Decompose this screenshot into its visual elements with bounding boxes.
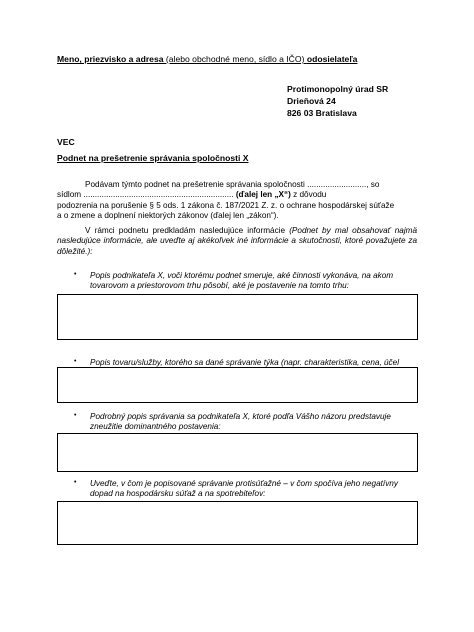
answer-box-2[interactable] (57, 367, 418, 403)
sender-header (57, 54, 357, 64)
vec-label: VEC (57, 137, 75, 147)
sender-header-alt: (alebo obchodné meno, sídlo a IČO) (163, 54, 307, 64)
intro-line-3: podozrenia na porušenie § 5 ods. 1 zákona č. 187/2021 Z. z. o ochrane hospodárskej súťaže (57, 200, 395, 210)
recipient-address (287, 83, 388, 119)
answer-box-4[interactable] (57, 501, 418, 545)
intro-reason: z dôvodu (290, 190, 327, 200)
answer-box-3[interactable] (57, 433, 418, 472)
recipient-city: 826 03 Bratislava (287, 108, 357, 118)
bullet-text-4: Uveďte, v čom je popisované správanie protisúťažné – v čom spočíva jeho negatívny dopad na hospodársku súťaž a na spotrebiteľov: (90, 479, 398, 499)
intro-alias: (ďalej len „X“) (235, 190, 291, 200)
bullet-dot-icon: • (74, 479, 77, 486)
bullet-text-3: Podrobný popis správania sa podnikateľa X, ktoré podľa Vášho názoru predstavuje zneužitie dominantného postavenia: (90, 412, 391, 432)
recipient-street: Drieňová 24 (287, 96, 336, 106)
sender-header-name: Meno, priezvisko a adresa (57, 54, 164, 64)
bullet-dot-icon: • (74, 412, 77, 419)
answer-box-1[interactable] (57, 294, 418, 340)
bullet-dot-icon: • (74, 358, 77, 365)
subject-line: Podnet na prešetrenie správania spoločnosti X (57, 153, 249, 163)
info-paragraph (57, 226, 417, 257)
intro-line-4: a o zmene a doplnení niektorých zákonov (ďalej len „zákon“). (57, 211, 279, 221)
bullet-dot-icon: • (74, 271, 77, 278)
intro-line-2 (57, 190, 417, 200)
intro-line-1: Podávam týmto podnet na prešetrenie správania spoločnosti .........................., so (85, 180, 380, 189)
intro-seat: sídlom .................................................................. (57, 190, 234, 200)
sender-header-sender: odosielateľa (306, 54, 358, 64)
intro-paragraph (57, 180, 417, 222)
info-lead: V rámci podnetu predkladám nasledujúce informácie (85, 226, 290, 235)
bullet-text-1: Popis podnikateľa X, voči ktorému podnet smeruje, aké činnosti vykonáva, na akom tovarovom a priestorovom trhu pôsobí, aké je postavenie na tomto trhu: (90, 271, 394, 291)
recipient-name: Protimonopolný úrad SR (287, 84, 389, 94)
bullet-text-2: Popis tovaru/služby, ktorého sa dané správanie týka (napr. charakteristika, cena, účel (90, 358, 400, 367)
info-note: (Podnet by mal obsahovať najmä nasledujúce informácie, ale uveďte aj akékoľvek iné informácie a skutočnosti, ktoré považujete za dôležité.): (57, 226, 418, 256)
